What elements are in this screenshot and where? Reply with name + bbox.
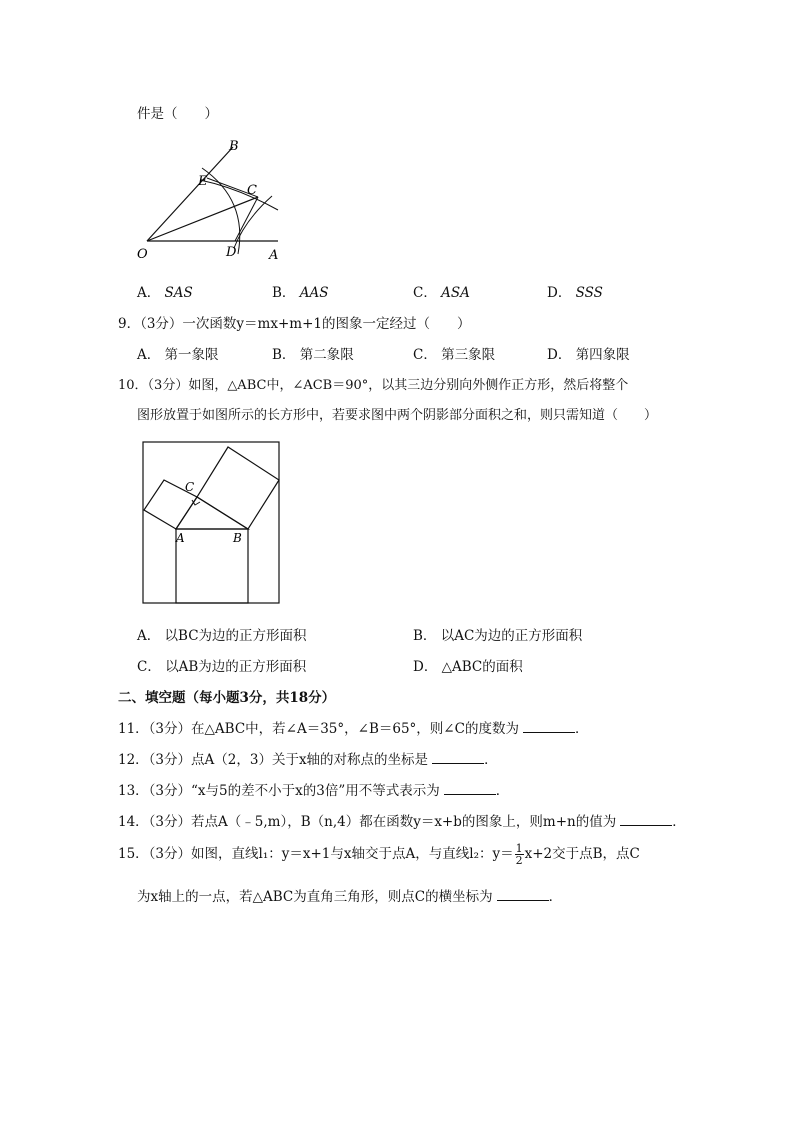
q15-answer-blank[interactable]: [497, 888, 549, 901]
q10-figure: [140, 440, 285, 608]
q10-stem-line1: 10．（3分）如图，△ABC中，∠ACB＝90°，以其三边分别向外侧作正方形，然后将整个: [118, 378, 629, 393]
q9-stem: 9．（3分）一次函数y＝mx+m+1的图象一定经过（ ）: [118, 316, 471, 332]
q8-label-A: A: [269, 248, 279, 263]
q8-option-b[interactable]: B． AAS: [272, 285, 329, 301]
q9-option-c[interactable]: C． 第三象限: [413, 347, 496, 363]
q9-option-b[interactable]: B． 第二象限: [272, 347, 354, 363]
q8-figure: [130, 130, 300, 270]
q10-option-c[interactable]: C． 以AB为边的正方形面积: [137, 659, 307, 675]
q15-fraction: $\frac{1}{2}$: [515, 842, 523, 867]
q8-stem-tail: 件是（ ）: [137, 106, 218, 122]
q10-label-C: C: [185, 480, 195, 494]
q8-label-C: C: [247, 183, 257, 198]
q13: 13．（3分）“x与5的差不小于x的3倍”用不等式表示为 ．: [118, 783, 510, 799]
q11-answer-blank[interactable]: [523, 720, 575, 733]
q8-option-a[interactable]: A． SAS: [137, 285, 193, 301]
q10-option-b[interactable]: B． 以AC为边的正方形面积: [413, 628, 583, 644]
q10-label-A: A: [176, 531, 185, 545]
q9-option-a[interactable]: A． 第一象限: [137, 347, 219, 363]
q8-label-B: B: [229, 139, 239, 154]
q8-label-D: D: [226, 245, 237, 260]
q13-answer-blank[interactable]: [444, 782, 496, 795]
q11: 11．（3分）在△ABC中，若∠A＝35°，∠B＝65°，则∠C的度数为 ．: [118, 721, 589, 737]
q10-stem-line2: 图形放置于如图所示的长方形中，若要求图中两个阴影部分面积之和，则只需知道（ ）: [137, 408, 658, 423]
q10-label-B: B: [233, 531, 242, 545]
q12-answer-blank[interactable]: [432, 751, 484, 764]
q14-answer-blank[interactable]: [620, 813, 672, 826]
q12: 12．（3分）点A（2，3）关于x轴的对称点的坐标是 ．: [118, 752, 498, 768]
q8-label-E: E: [198, 174, 208, 189]
q8-label-O: O: [137, 247, 148, 262]
q8-option-c[interactable]: C． ASA: [413, 285, 470, 301]
q10-option-d[interactable]: D． △ABC的面积: [413, 659, 523, 675]
q10-option-a[interactable]: A． 以BC为边的正方形面积: [137, 628, 307, 644]
q15-line2: 为x轴上的一点，若△ABC为直角三角形，则点C的横坐标为 ．: [137, 889, 563, 905]
section2-title: 二、填空题（每小题3分，共18分）: [118, 690, 336, 706]
q9-option-d[interactable]: D． 第四象限: [547, 347, 630, 363]
q14: 14．（3分）若点A（﹣5,m），B（n,4）都在函数y＝x+b的图象上，则m+n的值为 ．: [118, 814, 686, 830]
q15-line1: 15．（3分）如图，直线l₁：y＝x+1与x轴交于点A，与直线l₂：y＝ $\frac{1}{2}$ x+2交于点B，点C: [118, 842, 640, 867]
q8-option-d[interactable]: D． SSS: [547, 285, 603, 301]
